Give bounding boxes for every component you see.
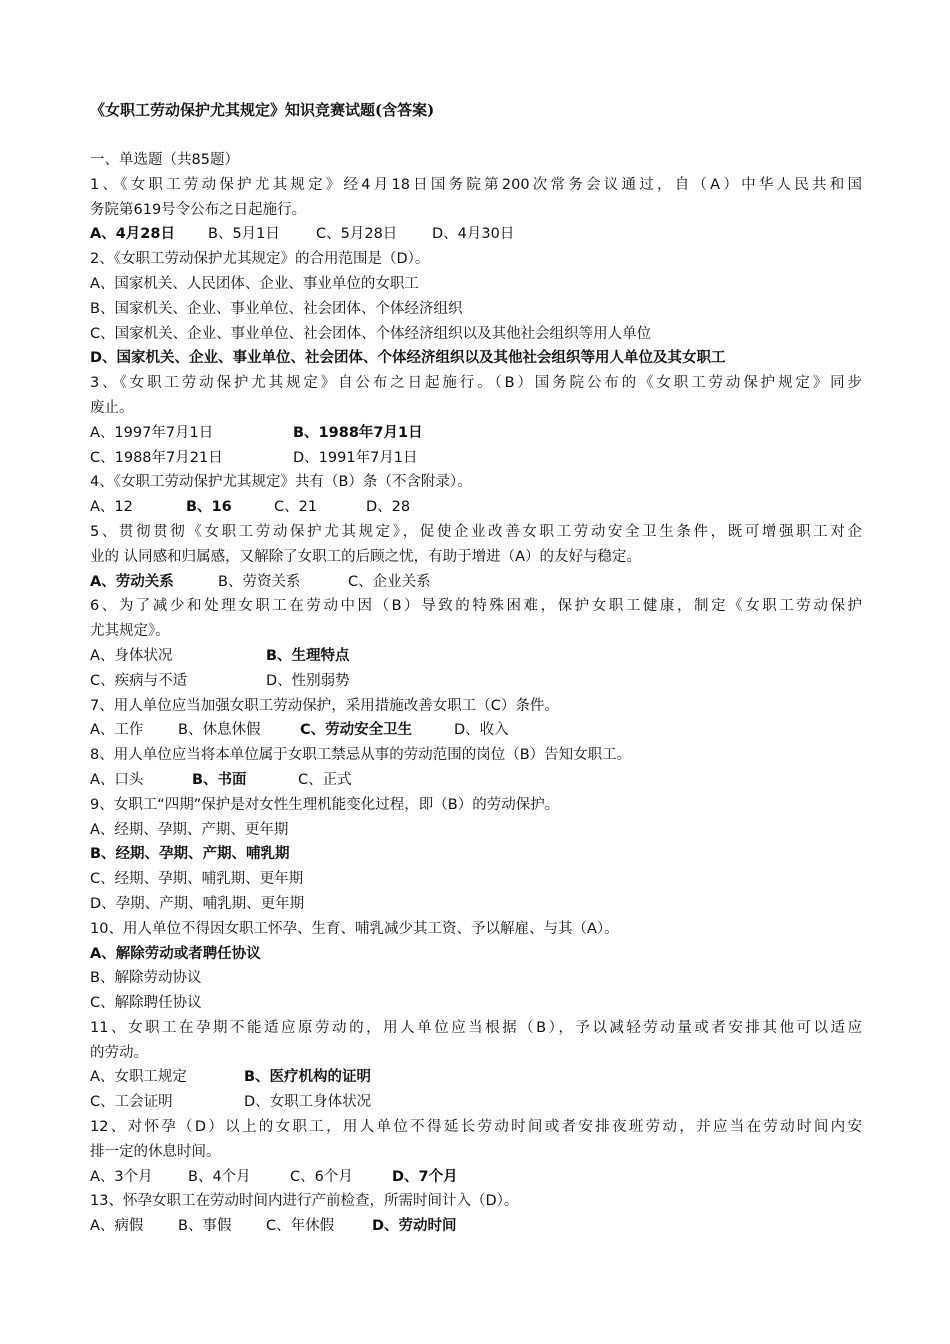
option-c: C、年休假 bbox=[266, 1218, 335, 1235]
option-d-answer: D、劳动时间 bbox=[372, 1218, 457, 1235]
question-6-options-row-2 bbox=[90, 669, 862, 694]
option-a: A、身体状况 bbox=[90, 647, 173, 664]
option-b-answer: B、生理特点 bbox=[266, 647, 350, 664]
option-d: D、女职工身体状况 bbox=[244, 1094, 372, 1111]
question-5-text-line-2: 业的 认同感和归属感，又解除了女职工的后顾之忧，有助于增进（A）的友好与稳定。 bbox=[90, 548, 642, 565]
question-12-options bbox=[90, 1165, 862, 1190]
option-b-answer: B、经期、孕期、产期、哺乳期 bbox=[90, 846, 290, 863]
question-11-options-row-1 bbox=[90, 1065, 862, 1090]
question-8-options bbox=[90, 768, 862, 793]
option-c: C、6个月 bbox=[290, 1168, 353, 1185]
option-d: D、1991年7月1日 bbox=[293, 449, 418, 466]
question-6-text-line-1: 6、为了减少和处理女职工在劳动中因（B）导致的特殊困难，保护女职工健康，制定《女职工劳动保护 bbox=[90, 598, 862, 615]
question-13-text: 13、怀孕女职工在劳动时间内进行产前检查，所需时间计入（D）。 bbox=[90, 1193, 519, 1210]
question-11-text-line-1: 11、女职工在孕期不能适应原劳动的，用人单位应当根据（B），予以减轻劳动量或者安排其他可以适应 bbox=[90, 1019, 862, 1036]
option-a-answer: A、4月28日 bbox=[90, 226, 175, 243]
question-11-options-row-2 bbox=[90, 1090, 862, 1115]
option-b-answer: B、16 bbox=[186, 499, 232, 516]
option-b: B、解除劳动协议 bbox=[90, 970, 202, 987]
question-2-text: 2、《女职工劳动保护尤其规定》的合用范围是（D）。 bbox=[90, 251, 430, 268]
option-d-answer: D、7个月 bbox=[392, 1168, 458, 1185]
option-b: B、5月1日 bbox=[208, 226, 280, 243]
question-3-options-row-1 bbox=[90, 421, 862, 446]
option-c: C、21 bbox=[274, 499, 318, 516]
question-4-options bbox=[90, 495, 862, 520]
option-d: D、收入 bbox=[454, 722, 509, 739]
question-1-options bbox=[90, 222, 862, 247]
option-b: B、事假 bbox=[178, 1218, 232, 1235]
option-a: A、工作 bbox=[90, 722, 144, 739]
option-b: B、国家机关、企业、事业单位、社会团体、个体经济组织 bbox=[90, 300, 463, 317]
question-3-text-line-2: 废止。 bbox=[90, 399, 134, 416]
option-c: C、疾病与不适 bbox=[90, 672, 188, 689]
option-a: A、经期、孕期、产期、更年期 bbox=[90, 821, 289, 838]
question-10-text: 10、用人单位不得因女职工怀孕、生育、哺乳减少其工资、予以解雇、与其（A）。 bbox=[90, 920, 619, 937]
question-5-options bbox=[90, 570, 862, 595]
question-7-options bbox=[90, 718, 862, 743]
option-c: C、1988年7月21日 bbox=[90, 449, 223, 466]
option-c: C、企业关系 bbox=[348, 573, 431, 590]
question-list bbox=[90, 148, 862, 1239]
option-c: C、经期、孕期、哺乳期、更年期 bbox=[90, 871, 304, 888]
option-a: A、1997年7月1日 bbox=[90, 424, 214, 441]
section-heading: 一、单选题（共85题） bbox=[90, 152, 239, 168]
option-b: B、休息休假 bbox=[178, 722, 261, 739]
option-d: D、28 bbox=[366, 499, 411, 516]
option-c: C、解除聘任协议 bbox=[90, 995, 202, 1012]
question-3-options-row-2 bbox=[90, 446, 862, 471]
document-title: 《女职工劳动保护尤其规定》知识竞赛试题(含答案) bbox=[90, 101, 435, 119]
option-c: C、正式 bbox=[298, 771, 352, 788]
question-7-text: 7、用人单位应当加强女职工劳动保护，采用措施改善女职工（C）条件。 bbox=[90, 697, 559, 714]
option-d: D、4月30日 bbox=[432, 226, 515, 243]
option-d: D、孕期、产期、哺乳期、更年期 bbox=[90, 895, 305, 912]
option-b: B、4个月 bbox=[188, 1168, 251, 1185]
question-12-text-line-2: 排一定的休息时间。 bbox=[90, 1143, 221, 1160]
question-6-text-line-2: 尤其规定》。 bbox=[90, 623, 170, 640]
option-c: C、工会证明 bbox=[90, 1094, 173, 1111]
option-a: A、国家机关、人民团体、企业、事业单位的女职工 bbox=[90, 275, 419, 292]
question-1-text-line-1: 1、《女职工劳动保护尤其规定》经4月18日国务院第200次常务会议通过，自（A）中华人民共和国 bbox=[90, 176, 862, 193]
option-a: A、女职工规定 bbox=[90, 1069, 187, 1086]
option-c: C、国家机关、企业、事业单位、社会团体、个体经济组织以及其他社会组织等用人单位 bbox=[90, 325, 652, 342]
option-c: C、5月28日 bbox=[316, 226, 398, 243]
option-a: A、口头 bbox=[90, 771, 144, 788]
question-5-text-line-1: 5、贯彻贯彻《女职工劳动保护尤其规定》，促使企业改善女职工劳动安全卫生条件，既可增强职工对企 bbox=[90, 523, 862, 540]
option-b: B、劳资关系 bbox=[218, 573, 301, 590]
question-11-text-line-2: 的劳动。 bbox=[90, 1044, 148, 1061]
question-6-options-row-1 bbox=[90, 644, 862, 669]
option-a-answer: A、解除劳动或者聘任协议 bbox=[90, 945, 261, 962]
option-d-answer: D、国家机关、企业、事业单位、社会团体、个体经济组织以及其他社会组织等用人单位及其女职工 bbox=[90, 350, 726, 367]
question-9-text: 9、女职工“四期”保护是对女性生理机能变化过程，即（B）的劳动保护。 bbox=[90, 796, 560, 813]
option-c-answer: C、劳动安全卫生 bbox=[300, 722, 413, 739]
option-a-answer: A、劳动关系 bbox=[90, 573, 174, 590]
option-b-answer: B、书面 bbox=[192, 771, 247, 788]
question-4-text: 4、《女职工劳动保护尤其规定》共有（B）条（不含附录）。 bbox=[90, 474, 472, 491]
option-a: A、病假 bbox=[90, 1218, 144, 1235]
question-8-text: 8、用人单位应当将本单位属于女职工禁忌从事的劳动范围的岗位（B）告知女职工。 bbox=[90, 747, 632, 764]
option-d: D、性别弱势 bbox=[266, 672, 350, 689]
option-b-answer: B、医疗机构的证明 bbox=[244, 1069, 372, 1086]
option-a: A、3个月 bbox=[90, 1168, 153, 1185]
option-b-answer: B、1988年7月1日 bbox=[293, 424, 423, 441]
option-a: A、12 bbox=[90, 499, 133, 516]
question-1-text-line-2: 务院第619号令公布之日起施行。 bbox=[90, 201, 307, 218]
question-12-text-line-1: 12、对怀孕（D）以上的女职工，用人单位不得延长劳动时间或者安排夜班劳动，并应当在劳动时间内安 bbox=[90, 1119, 862, 1136]
question-13-options bbox=[90, 1214, 862, 1239]
question-3-text-line-1: 3、《女职工劳动保护尤其规定》自公布之日起施行。（B）国务院公布的《女职工劳动保护规定》同步 bbox=[90, 375, 862, 392]
